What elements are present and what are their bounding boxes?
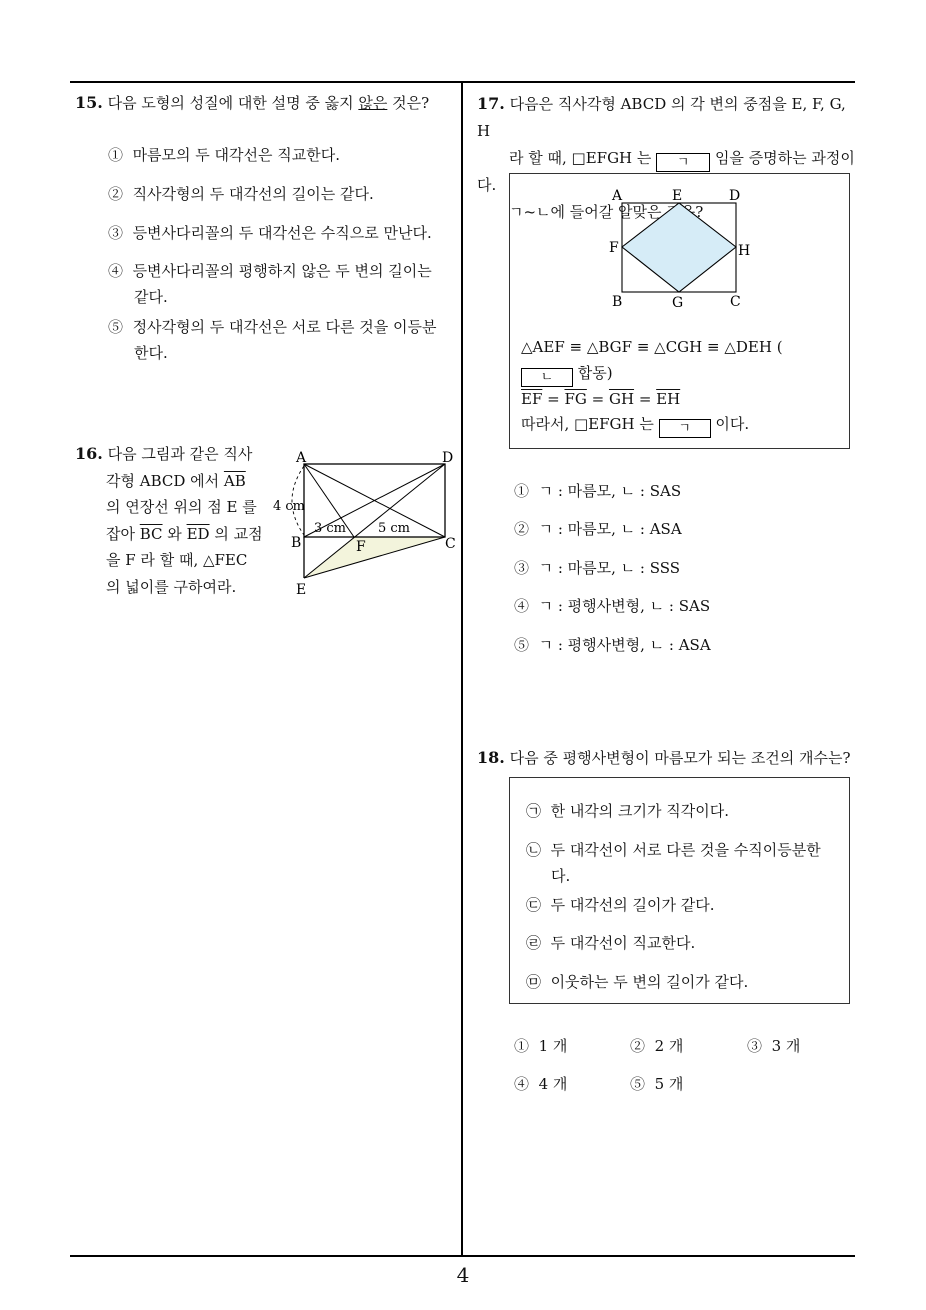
label-b: B [291,535,302,551]
q17-proof-text [521,335,846,438]
label-d: D [729,188,741,204]
q18-option-mark: ① [514,1037,530,1055]
q18-condition-5 [526,969,748,995]
q15-option-2[interactable] [108,181,374,207]
label-a: A [296,450,307,466]
q18-option-text: 5 개 [654,1075,684,1093]
label-c: C [445,536,456,552]
q15-option-text: 등변사다리꼴의 두 대각선은 수직으로 만난다. [132,224,432,242]
rhombus-efgh [622,203,736,292]
q17-blank-giyeok: ㄱ [656,153,710,172]
q17-line2a: 라 할 때, □EFGH 는 [509,149,657,167]
q17-option-mark: ① [514,482,530,500]
label-e: E [296,582,307,598]
label-d: D [442,450,454,466]
q18-condition-mark: ㉤ [526,973,542,991]
q18-option-mark: ⑤ [630,1075,646,1093]
label-f: F [609,240,619,256]
q17-equals: = [542,389,565,408]
q17-line1: 다음은 직사각형 ABCD 의 각 변의 중점을 E, F, G, H [477,95,846,140]
column-divider [461,81,463,1257]
q16-line3: 의 연장선 위의 점 E 를 [106,498,257,516]
q16-line1: 다음 그림과 같은 직사 [107,445,253,463]
q15-option-text-cont: 같다. [134,288,168,306]
q18-condition-text: 두 대각선이 직교한다. [550,934,696,952]
q16-line2a: 각형 ABCD 에서 [106,471,224,490]
q17-option-2[interactable] [514,516,682,542]
q18-option-1[interactable] [514,1033,567,1059]
q18-option-4[interactable] [514,1071,567,1097]
q16-number: 16. [75,444,103,463]
q15-option-mark: ② [108,185,124,203]
q17-conclusion-b: 이다. [710,415,750,433]
q17-seg-eh: $\overline{EH}$ [656,389,681,408]
q15-option-text: 마름모의 두 대각선은 직교한다. [132,146,341,164]
q15-option-mark: ⑤ [108,318,124,336]
q15-option-mark: ④ [108,262,124,280]
label-b: B [612,294,623,310]
q16-line4a: 잡아 [106,524,140,543]
q17-option-mark: ③ [514,559,530,577]
label-g: G [672,295,684,311]
q18-condition-mark: ㉡ [526,841,542,859]
q16-stem [75,441,265,600]
q17-figure [600,182,760,312]
q15-option-4[interactable] [108,258,432,310]
label-5cm: 5 cm [378,521,411,536]
q17-option-text: ㄱ : 마름모, ㄴ : SAS [538,482,682,500]
q17-proof-congruence: △AEF ≡ △BGF ≡ △CGH ≡ △DEH ( [521,338,783,356]
page-number: 4 [456,1263,470,1287]
q18-condition-text: 한 내각의 크기가 직각이다. [550,802,730,820]
q18-option-text: 3 개 [771,1037,801,1055]
q15-option-mark: ① [108,146,124,164]
q17-option-4[interactable] [514,593,710,619]
q18-option-5[interactable] [630,1071,683,1097]
q17-blank-nieun: ㄴ [521,368,573,387]
q17-option-3[interactable] [514,555,680,581]
q18-option-2[interactable] [630,1033,683,1059]
q17-equals: = [586,389,609,408]
q15-stem-underlined: 않은 [358,94,388,112]
q17-conclusion-a: 따라서, □EFGH 는 [521,415,659,433]
q18-option-text: 4 개 [538,1075,568,1093]
q17-option-mark: ⑤ [514,636,530,654]
q17-blank-giyeok-2: ㄱ [659,419,711,438]
q16-line5: 을 F 라 할 때, △FEC [106,551,248,569]
q16-seg-ab: $\overline{AB}$ [223,471,246,490]
q18-option-3[interactable] [747,1033,800,1059]
q16-seg-bc: $\overline{BC}$ [139,524,163,543]
q18-condition-1 [526,798,729,824]
q16-line4c: 와 [162,524,187,543]
q15-stem-b: 것은? [387,94,430,112]
q17-option-mark: ④ [514,597,530,615]
q15-option-mark: ③ [108,224,124,242]
q18-stem-text: 다음 중 평행사변형이 마름모가 되는 조건의 개수는? [509,749,851,767]
q18-condition-2 [526,837,821,889]
q15-option-5[interactable] [108,314,436,366]
q16-seg-ed: $\overline{ED}$ [186,524,210,543]
q17-seg-fg: $\overline{FG}$ [564,389,587,408]
label-e: E [672,188,683,204]
q15-stem-a: 다음 도형의 성질에 대한 설명 중 옳지 [107,94,359,112]
q18-condition-mark: ㉢ [526,896,542,914]
q15-option-1[interactable] [108,142,340,168]
q17-equals: = [634,389,657,408]
label-3cm: 3 cm [314,521,347,536]
q17-option-text: ㄱ : 마름모, ㄴ : SSS [538,559,681,577]
q18-condition-text-cont: 다. [551,867,571,885]
q17-option-1[interactable] [514,478,681,504]
q15-option-3[interactable] [108,220,432,246]
q17-line2b: 임을 증명하는 과정이다. [477,149,855,194]
q17-seg-gh: $\overline{GH}$ [608,389,635,408]
q16-line4e: 의 교점 [209,524,263,543]
label-4cm: 4 cm [273,499,306,514]
q15-option-text: 등변사다리꼴의 평행하지 않은 두 변의 길이는 [132,262,432,280]
label-a: A [612,188,623,204]
q18-condition-4 [526,930,695,956]
q15-option-text: 정사각형의 두 대각선은 서로 다른 것을 이등분 [132,318,437,336]
q17-proof-congruence-end: 합동) [573,363,613,382]
label-h: H [738,243,751,259]
q17-option-text: ㄱ : 평행사변형, ㄴ : ASA [538,636,711,654]
q18-option-mark: ③ [747,1037,763,1055]
q15-number: 15. [75,93,103,112]
q18-stem [477,745,867,771]
q17-line3: ㄱ~ㄴ에 들어갈 알맞은 것은? [509,203,704,221]
q15-option-text: 직사각형의 두 대각선의 길이는 같다. [132,185,374,203]
q18-condition-text: 두 대각선이 서로 다른 것을 수직이등분한 [550,841,821,859]
label-c: C [730,294,741,310]
q15-option-text-cont: 한다. [134,344,168,362]
q17-seg-ef: $\overline{EF}$ [521,389,543,408]
q17-number: 17. [477,94,505,113]
q17-option-text: ㄱ : 평행사변형, ㄴ : SAS [538,597,711,615]
q18-number: 18. [477,748,505,767]
q17-option-5[interactable] [514,632,711,658]
q15-stem [75,90,460,116]
q18-option-mark: ④ [514,1075,530,1093]
bottom-rule [70,1255,855,1257]
q18-condition-text: 두 대각선의 길이가 같다. [550,896,715,914]
q18-option-mark: ② [630,1037,646,1055]
q18-option-text: 1 개 [538,1037,568,1055]
q18-option-text: 2 개 [654,1037,684,1055]
q17-option-mark: ② [514,520,530,538]
q18-condition-text: 이웃하는 두 변의 길이가 같다. [550,973,749,991]
q16-figure [266,446,466,606]
q17-option-text: ㄱ : 마름모, ㄴ : ASA [538,520,682,538]
q18-condition-3 [526,892,715,918]
q16-line6: 의 넓이를 구하여라. [106,577,237,596]
q18-condition-mark: ㉠ [526,802,542,820]
q18-condition-mark: ㉣ [526,934,542,952]
label-f: F [356,539,366,555]
